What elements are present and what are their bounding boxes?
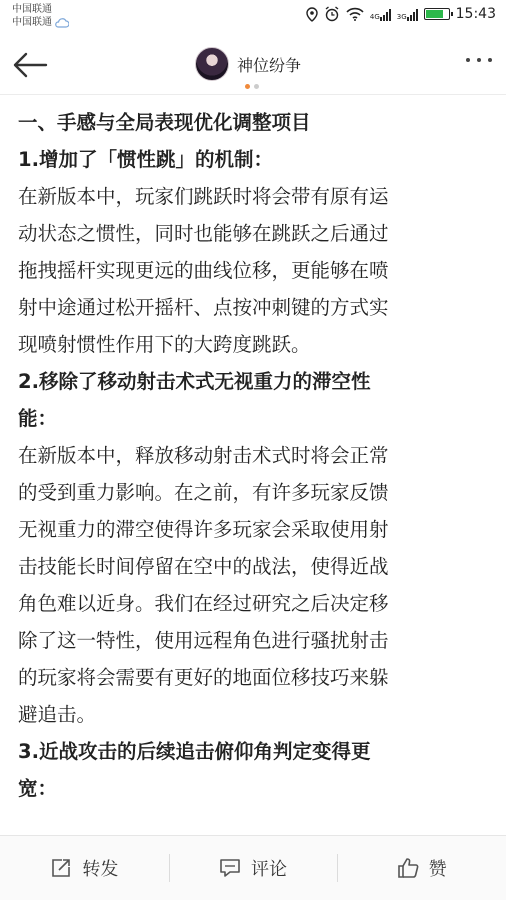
back-arrow-icon xyxy=(10,50,50,80)
article-text-line: 现喷射惯性作用下的大跨度跳跃。 xyxy=(18,333,311,356)
carrier-info xyxy=(12,3,69,29)
like-button[interactable] xyxy=(337,836,506,900)
repost-icon xyxy=(50,857,72,879)
more-button[interactable] xyxy=(466,58,492,62)
avatar[interactable] xyxy=(195,47,229,81)
repost-button[interactable] xyxy=(0,836,169,900)
article-text-line: 射中途通过松开摇杆、点按冲刺键的方式实 xyxy=(18,296,389,319)
network-type-1: 4G xyxy=(369,12,380,21)
more-dot xyxy=(477,58,481,62)
header-profile[interactable] xyxy=(195,47,301,81)
article-heading-line: 1.增加了「惯性跳」的机制： xyxy=(18,148,273,171)
signal-icon-2 xyxy=(397,8,418,21)
clock: 15:43 xyxy=(455,6,496,22)
battery-level xyxy=(426,10,443,18)
comment-label: 评论 xyxy=(251,859,287,880)
status-bar xyxy=(0,0,506,36)
app-header xyxy=(0,36,506,95)
back-button[interactable] xyxy=(10,50,50,80)
signal-icon xyxy=(370,8,391,21)
article-heading-line: 3.近战攻击的后续追击俯仰角判定变得更 xyxy=(18,740,371,763)
article-text-line: 动状态之惯性，同时也能够在跳跃之后通过 xyxy=(18,222,389,245)
article-text-line: 在新版本中，释放移动射击术式时将会正常 xyxy=(18,444,389,467)
like-label: 赞 xyxy=(428,859,447,880)
battery-icon xyxy=(424,8,450,20)
wifi-icon xyxy=(346,7,364,21)
cloud-upload-icon xyxy=(55,17,69,29)
repost-label: 转发 xyxy=(82,859,119,880)
alarm-icon xyxy=(324,6,340,22)
network-type-2: 3G xyxy=(396,12,407,21)
article-text-line: 角色难以近身。我们在经过研究之后决定移 xyxy=(18,592,389,615)
article-heading-line: 能： xyxy=(18,407,58,430)
article-text-line: 避追击。 xyxy=(18,703,97,726)
comment-icon xyxy=(219,857,241,879)
page-indicator xyxy=(245,84,259,89)
article-text-line: 除了这一特性，使用远程角色进行骚扰射击 xyxy=(18,629,389,652)
thumbs-up-icon xyxy=(397,857,419,879)
bottom-action-bar xyxy=(0,835,506,900)
article-text-line: 在新版本中，玩家们跳跃时将会带有原有运 xyxy=(18,185,389,208)
article-heading-line: 2.移除了移动射击术式无视重力的滞空性 xyxy=(18,370,371,393)
page-dot xyxy=(254,84,259,89)
article-text-line: 的受到重力影响。在之前，有许多玩家反馈 xyxy=(18,481,389,504)
article-text-line: 的玩家将会需要有更好的地面位移技巧来躲 xyxy=(18,666,389,689)
more-dot xyxy=(488,58,492,62)
page-title: 神位纷争 xyxy=(237,55,302,75)
page-dot-active xyxy=(245,84,250,89)
carrier-1: 中国联通 xyxy=(12,4,52,15)
more-dots-icon xyxy=(466,58,470,62)
article-text-line: 击技能长时间停留在空中的战法，使得近战 xyxy=(18,555,389,578)
carrier-2: 中国联通 xyxy=(12,17,52,28)
article-body xyxy=(18,104,488,807)
article-text-line: 无视重力的滞空使得许多玩家会采取使用射 xyxy=(18,518,389,541)
article-text-line: 拖拽摇杆实现更远的曲线位移，更能够在喷 xyxy=(18,259,389,282)
article-heading-line: 宽： xyxy=(18,777,58,800)
article-heading-line: 一、手感与全局表现优化调整项目 xyxy=(18,111,311,134)
location-icon xyxy=(306,7,318,22)
comment-button[interactable] xyxy=(169,836,338,900)
